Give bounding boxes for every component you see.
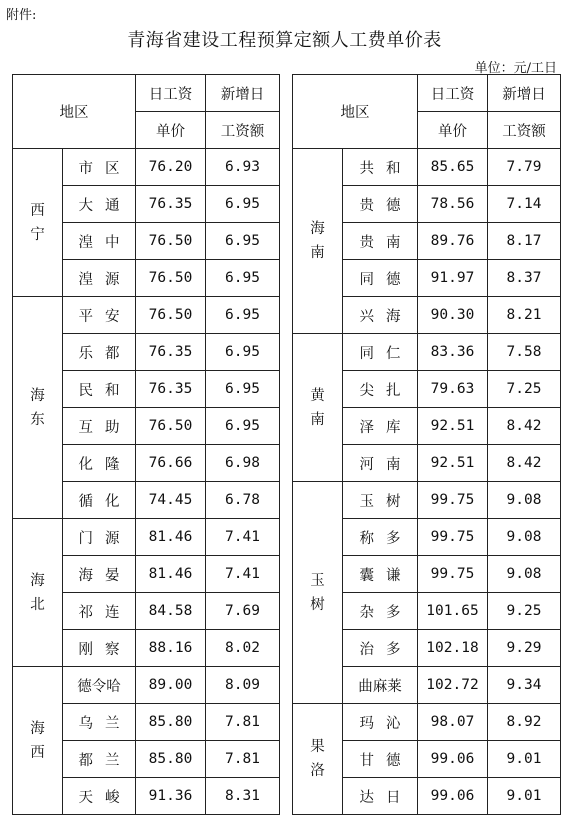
new-wage-left: 6.95 xyxy=(206,186,280,223)
gap-cell xyxy=(280,741,293,778)
new-wage-left: 7.69 xyxy=(206,593,280,630)
daily-wage-right: 85.65 xyxy=(418,149,488,186)
daily-wage-left: 76.66 xyxy=(136,445,206,482)
gap-cell xyxy=(280,630,293,667)
county-name-left: 都兰 xyxy=(63,741,136,778)
new-wage-left: 6.95 xyxy=(206,223,280,260)
region-group-left: 海 西 xyxy=(13,667,63,815)
new-wage-right: 9.34 xyxy=(488,667,561,704)
county-name-right: 贵南 xyxy=(343,223,418,260)
county-name-left: 乐都 xyxy=(63,334,136,371)
new-wage-right: 9.01 xyxy=(488,778,561,815)
daily-wage-left: 91.36 xyxy=(136,778,206,815)
new-wage-left: 7.41 xyxy=(206,556,280,593)
new-wage-left: 6.95 xyxy=(206,260,280,297)
new-wage-right: 8.37 xyxy=(488,260,561,297)
daily-wage-left: 76.35 xyxy=(136,186,206,223)
county-name-right: 称多 xyxy=(343,519,418,556)
region-group-left: 西 宁 xyxy=(13,149,63,297)
daily-wage-left: 85.80 xyxy=(136,704,206,741)
table-row xyxy=(13,149,561,186)
table-row xyxy=(13,371,561,408)
header-new-wage-right-bottom: 工资额 xyxy=(488,112,561,149)
county-name-left: 湟源 xyxy=(63,260,136,297)
gap-cell xyxy=(280,186,293,223)
daily-wage-left: 89.00 xyxy=(136,667,206,704)
daily-wage-left: 76.50 xyxy=(136,223,206,260)
table-row xyxy=(13,186,561,223)
county-name-left: 海晏 xyxy=(63,556,136,593)
daily-wage-right: 102.18 xyxy=(418,630,488,667)
new-wage-right: 8.42 xyxy=(488,445,561,482)
table-row xyxy=(13,445,561,482)
daily-wage-left: 76.35 xyxy=(136,371,206,408)
gap-cell xyxy=(280,297,293,334)
county-name-left: 民和 xyxy=(63,371,136,408)
region-group-right: 黄 南 xyxy=(293,334,343,482)
daily-wage-right: 89.76 xyxy=(418,223,488,260)
new-wage-left: 8.09 xyxy=(206,667,280,704)
county-name-right: 兴海 xyxy=(343,297,418,334)
table-row xyxy=(13,630,561,667)
county-name-left: 德令哈 xyxy=(63,667,136,704)
table-row xyxy=(13,334,561,371)
county-name-left: 湟中 xyxy=(63,223,136,260)
table-row xyxy=(13,223,561,260)
new-wage-left: 6.95 xyxy=(206,408,280,445)
county-name-left: 平安 xyxy=(63,297,136,334)
new-wage-right: 7.58 xyxy=(488,334,561,371)
daily-wage-right: 92.51 xyxy=(418,445,488,482)
new-wage-left: 8.31 xyxy=(206,778,280,815)
county-name-right: 贵德 xyxy=(343,186,418,223)
gap-cell xyxy=(280,112,293,149)
table-row xyxy=(13,667,561,704)
new-wage-left: 6.93 xyxy=(206,149,280,186)
region-group-right: 海 南 xyxy=(293,149,343,334)
new-wage-left: 6.95 xyxy=(206,371,280,408)
new-wage-right: 7.79 xyxy=(488,149,561,186)
header-daily-wage-right-top: 日工资 xyxy=(418,75,488,112)
table-row xyxy=(13,408,561,445)
county-name-left: 祁连 xyxy=(63,593,136,630)
new-wage-left: 6.98 xyxy=(206,445,280,482)
daily-wage-right: 98.07 xyxy=(418,704,488,741)
county-name-left: 刚察 xyxy=(63,630,136,667)
county-name-right: 尖扎 xyxy=(343,371,418,408)
county-name-right: 杂多 xyxy=(343,593,418,630)
gap-cell xyxy=(280,778,293,815)
wage-table xyxy=(12,74,561,815)
daily-wage-left: 76.35 xyxy=(136,334,206,371)
gap-cell xyxy=(280,445,293,482)
county-name-left: 大通 xyxy=(63,186,136,223)
daily-wage-left: 76.50 xyxy=(136,260,206,297)
county-name-left: 循化 xyxy=(63,482,136,519)
daily-wage-left: 74.45 xyxy=(136,482,206,519)
header-region-left: 地区 xyxy=(13,75,136,149)
header-row xyxy=(13,75,561,112)
county-name-right: 同仁 xyxy=(343,334,418,371)
new-wage-left: 8.02 xyxy=(206,630,280,667)
table-row xyxy=(13,519,561,556)
county-name-left: 互助 xyxy=(63,408,136,445)
county-name-right: 甘德 xyxy=(343,741,418,778)
daily-wage-left: 76.50 xyxy=(136,297,206,334)
gap-cell xyxy=(280,556,293,593)
gap-cell xyxy=(280,75,293,112)
daily-wage-right: 102.72 xyxy=(418,667,488,704)
table-row xyxy=(13,704,561,741)
new-wage-right: 7.14 xyxy=(488,186,561,223)
gap-cell xyxy=(280,223,293,260)
new-wage-right: 9.25 xyxy=(488,593,561,630)
county-name-left: 乌兰 xyxy=(63,704,136,741)
gap-cell xyxy=(280,334,293,371)
county-name-left: 门源 xyxy=(63,519,136,556)
daily-wage-right: 99.75 xyxy=(418,519,488,556)
daily-wage-right: 99.06 xyxy=(418,778,488,815)
county-name-right: 玛沁 xyxy=(343,704,418,741)
table-row xyxy=(13,741,561,778)
daily-wage-right: 101.65 xyxy=(418,593,488,630)
table-row xyxy=(13,556,561,593)
new-wage-right: 8.42 xyxy=(488,408,561,445)
new-wage-left: 7.81 xyxy=(206,704,280,741)
county-name-right: 治多 xyxy=(343,630,418,667)
region-group-left: 海 东 xyxy=(13,297,63,519)
county-name-right: 泽库 xyxy=(343,408,418,445)
new-wage-right: 7.25 xyxy=(488,371,561,408)
daily-wage-right: 99.75 xyxy=(418,556,488,593)
county-name-right: 达日 xyxy=(343,778,418,815)
daily-wage-right: 99.06 xyxy=(418,741,488,778)
new-wage-right: 9.01 xyxy=(488,741,561,778)
gap-cell xyxy=(280,408,293,445)
county-name-right: 囊谦 xyxy=(343,556,418,593)
new-wage-right: 8.17 xyxy=(488,223,561,260)
gap-cell xyxy=(280,371,293,408)
table-row xyxy=(13,778,561,815)
county-name-left: 化隆 xyxy=(63,445,136,482)
county-name-right: 共和 xyxy=(343,149,418,186)
new-wage-right: 8.21 xyxy=(488,297,561,334)
gap-cell xyxy=(280,704,293,741)
county-name-left: 天峻 xyxy=(63,778,136,815)
region-group-right: 果 洛 xyxy=(293,704,343,815)
new-wage-left: 7.41 xyxy=(206,519,280,556)
gap-cell xyxy=(280,519,293,556)
header-daily-wage-left-top: 日工资 xyxy=(136,75,206,112)
county-name-right: 同德 xyxy=(343,260,418,297)
table-row xyxy=(13,297,561,334)
county-name-right: 玉树 xyxy=(343,482,418,519)
gap-cell xyxy=(280,593,293,630)
new-wage-right: 8.92 xyxy=(488,704,561,741)
new-wage-left: 7.81 xyxy=(206,741,280,778)
daily-wage-right: 99.75 xyxy=(418,482,488,519)
header-new-wage-right-top: 新增日 xyxy=(488,75,561,112)
unit-label: 单位：元/工日 xyxy=(474,61,557,76)
county-name-left: 市区 xyxy=(63,149,136,186)
daily-wage-right: 79.63 xyxy=(418,371,488,408)
gap-cell xyxy=(280,667,293,704)
header-new-wage-left-bottom: 工资额 xyxy=(206,112,280,149)
region-group-left: 海 北 xyxy=(13,519,63,667)
daily-wage-right: 78.56 xyxy=(418,186,488,223)
daily-wage-left: 81.46 xyxy=(136,519,206,556)
daily-wage-left: 88.16 xyxy=(136,630,206,667)
daily-wage-right: 83.36 xyxy=(418,334,488,371)
gap-cell xyxy=(280,260,293,297)
daily-wage-left: 85.80 xyxy=(136,741,206,778)
daily-wage-right: 92.51 xyxy=(418,408,488,445)
table-row xyxy=(13,260,561,297)
page-title: 青海省建设工程预算定额人工费单价表 xyxy=(127,30,442,51)
new-wage-right: 9.29 xyxy=(488,630,561,667)
region-group-right: 玉 树 xyxy=(293,482,343,704)
new-wage-right: 9.08 xyxy=(488,556,561,593)
new-wage-right: 9.08 xyxy=(488,519,561,556)
daily-wage-left: 84.58 xyxy=(136,593,206,630)
daily-wage-left: 76.20 xyxy=(136,149,206,186)
new-wage-left: 6.95 xyxy=(206,334,280,371)
header-new-wage-left-top: 新增日 xyxy=(206,75,280,112)
header-region-right: 地区 xyxy=(293,75,418,149)
county-name-right: 河南 xyxy=(343,445,418,482)
daily-wage-right: 91.97 xyxy=(418,260,488,297)
gap-cell xyxy=(280,482,293,519)
header-daily-wage-right-bottom: 单价 xyxy=(418,112,488,149)
gap-cell xyxy=(280,149,293,186)
table-row xyxy=(13,482,561,519)
county-name-right: 曲麻莱 xyxy=(343,667,418,704)
daily-wage-right: 90.30 xyxy=(418,297,488,334)
new-wage-right: 9.08 xyxy=(488,482,561,519)
new-wage-left: 6.95 xyxy=(206,297,280,334)
table-body xyxy=(13,75,561,815)
table-row xyxy=(13,593,561,630)
daily-wage-left: 81.46 xyxy=(136,556,206,593)
annex-label: 附件: xyxy=(6,8,37,23)
header-daily-wage-left-bottom: 单价 xyxy=(136,112,206,149)
daily-wage-left: 76.50 xyxy=(136,408,206,445)
new-wage-left: 6.78 xyxy=(206,482,280,519)
